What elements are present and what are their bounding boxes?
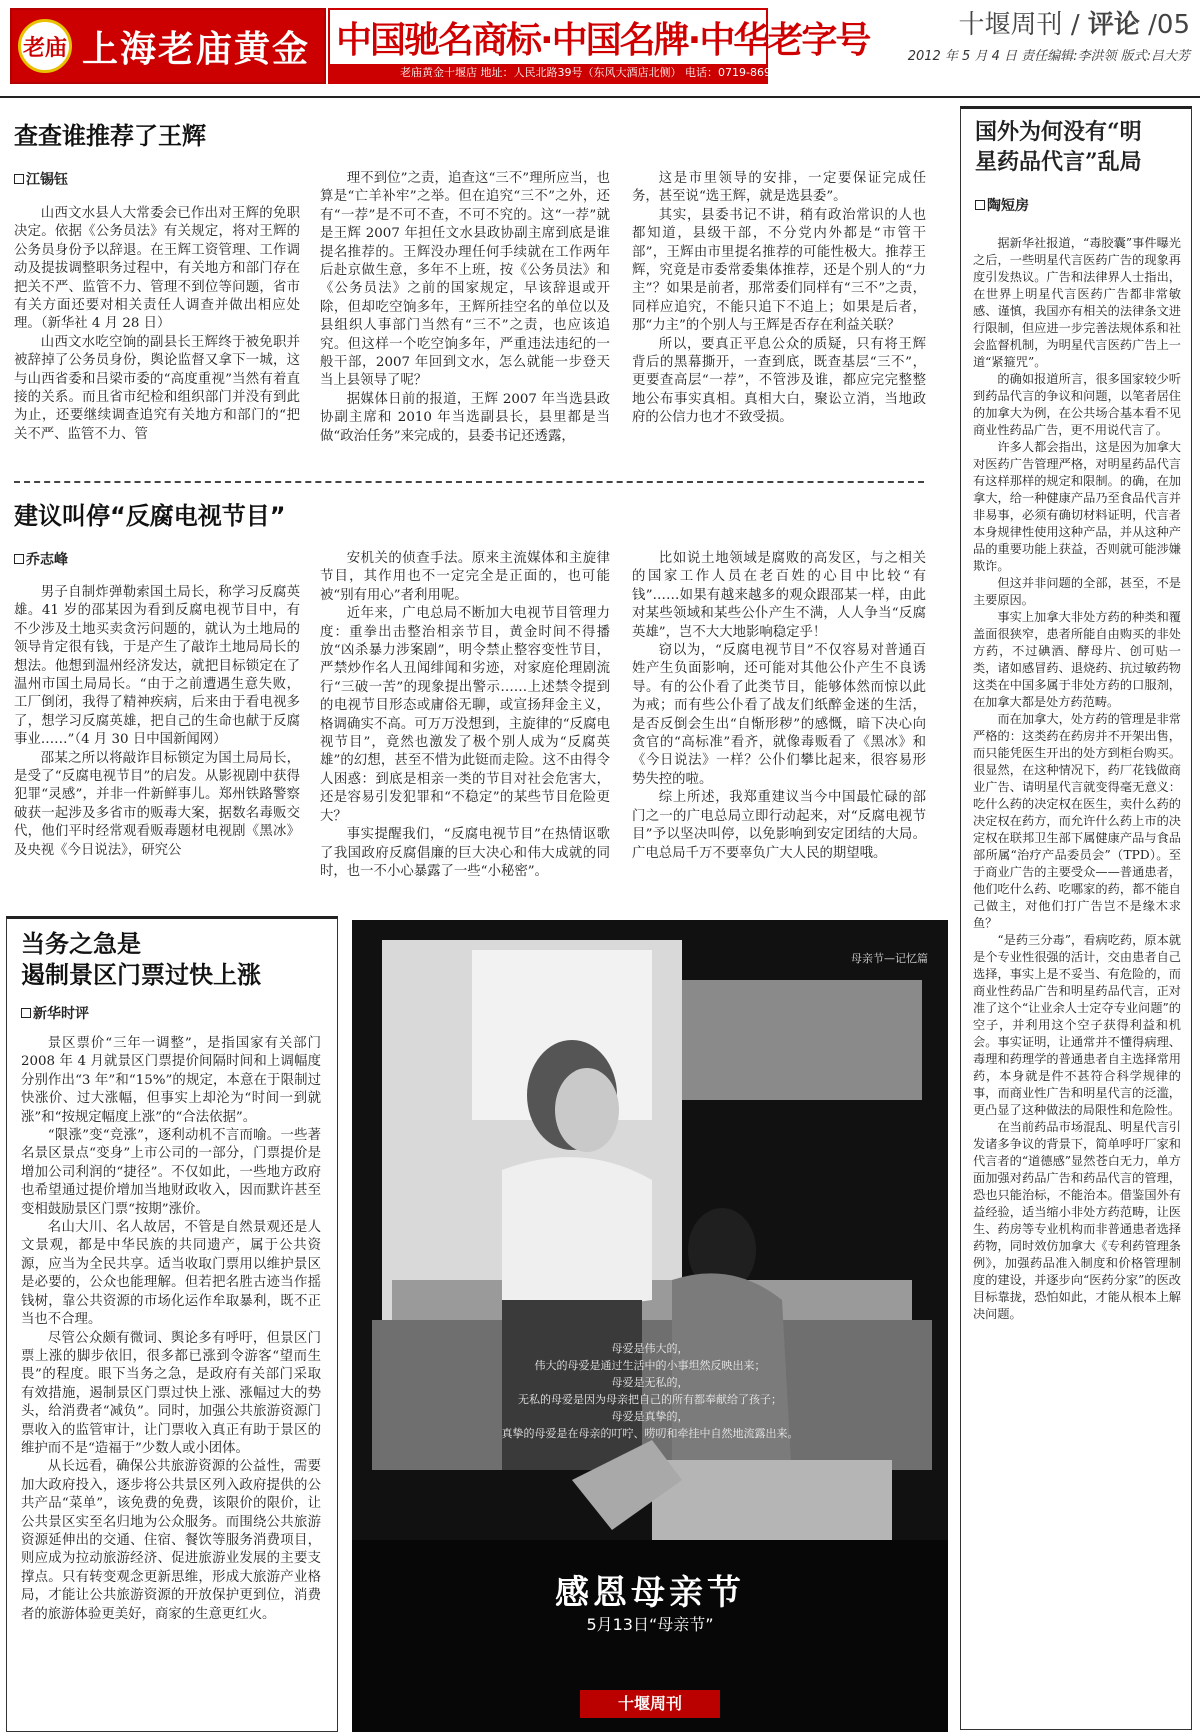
dateline: 2012 年 5 月 4 日 责任编辑:李洪领 版式:吕大芳 <box>907 49 1190 64</box>
page-number: 05 <box>1156 10 1190 40</box>
poem-line: 母爱是无私的， <box>611 1376 689 1389</box>
poem-line: 伟大的母爱是通过生活中的小事坦然反映出来； <box>534 1359 766 1372</box>
article-column <box>973 235 1181 1727</box>
article-title <box>21 929 323 991</box>
paragraph: 其实，县委书记不讲，稍有政治常识的人也都知道，县级干部，不分党内外都是“市管干部”，王辉由市里提名推荐的可能性极大。推荐王辉，究竟是市委常委集体推荐，还是个别人的“力主”？如果是前者，那常委们同样有“三不”之责，同样应追究，不能只追下不追上；如果是后者，那“力主”的个别人与王辉是否存在利益关联？ <box>632 207 926 334</box>
paragraph: 景区票价“三年一调整”，是指国家有关部门 2008 年 4 月就景区门票提价间隔时间和上调幅度分别作出“3 年”和“15%”的规定，本意在于限制过快涨价、过大涨幅，但事实上却沦为“时间一到就涨”和“按规定幅度上涨”的“合法依据”。 <box>21 1036 321 1125</box>
article-column <box>14 205 300 451</box>
paper-title: 十堰周刊 / 评论 /05 <box>958 10 1190 40</box>
author-name: 江锡钰 <box>26 172 68 188</box>
paragraph: 邵某之所以将敲诈目标锁定为国土局局长，是受了“反腐电视节目”的启发。从影视剧中获得犯罪“灵感”，并非一件新鲜事儿。郑州铁路警察破获一起涉及多省市的贩毒大案，据数名毒贩交代，他们平时经常观看贩毒题材电视剧《黑冰》及央视《今日说法》，研究公 <box>14 750 300 858</box>
article-column <box>632 170 926 452</box>
paragraph: 许多人都会指出，这是因为加拿大对医药广告管理严格，对明星药品代言有这样那样的规定和限制。的确，在加拿大，给一种健康产品乃至食品代言并非易事，必须有确切材料证明，代言者本身规律性使用这种产品，并从这种产品的重要功能上获益，否则就可能涉嫌欺诈。 <box>973 440 1181 573</box>
brand-seal-logo: 老庙 <box>18 19 72 73</box>
byline-box-icon <box>21 1008 31 1018</box>
paragraph: 而在加拿大，处方药的管理是非常严格的：这类药在药房并不开架出售，而只能凭医生开出的处方到柜台购买。很显然，在这种情况下，药厂花钱做商业广告、请明星代言就变得毫无意义：吃什么药的决定权在医生，卖什么药的决定权在药方，而允许什么药上市的决定权在联邦卫生部下属健康产品与食品部所属“治疗产品委员会”（TPD）。至于商业广告的主要受众——普通患者，他们吃什么药、吃哪家的药，都不能自己做主，对他们打广告岂不是缘木求鱼？ <box>973 712 1181 930</box>
article-title: 建议叫停“反腐电视节目” <box>14 502 286 530</box>
header-rule <box>0 96 1200 98</box>
title-line: 遏制景区门票过快上涨 <box>21 961 261 989</box>
ad-title: 感恩母亲节 <box>555 1573 745 1613</box>
paragraph: 所以，要真正平息公众的质疑，只有将王辉背后的黑幕撕开，一查到底，既查基层“三不”，更要查高层“一荐”，不管涉及谁，都应完完整整地公布事实真相。真相大白，聚讼立消，当地政府的公信力也才不致受损。 <box>632 336 926 426</box>
byline-box-icon <box>14 554 24 564</box>
ad-date: 5月13日“母亲节” <box>586 1615 714 1634</box>
sidebar-article-drug-ads <box>960 106 1192 1730</box>
poem-line: 无私的母爱是因为母亲把自己的所有都奉献给了孩子； <box>518 1393 782 1406</box>
title-line: 国外为何没有“明 <box>975 119 1142 145</box>
author-name: 陶短房 <box>987 198 1029 214</box>
paragraph: 山西文水吃空饷的副县长王辉终于被免职并被辞掉了公务员身份，舆论监督又拿下一城，这与山西省委和吕梁市委的“高度重视”当然有着直接的关系。而且省市纪检和组织部门并没有到此为止，还要继续调查追究有关地方和部门的“把关不严、监管不力、管 <box>14 334 300 442</box>
paragraph: 尽管公众颇有微词、舆论多有呼吁，但景区门票上涨的脚步依旧，很多都已涨到令游客“望而生畏”的程度。眼下当务之急，是政府有关部门采取有效措施，遏制景区门票过快上涨、涨幅过大的势头，给消费者“减负”。同时，加强公共旅游资源门票收入的监管审计，让门票收入真正有助于景区的维护而不是“造福于”少数人或小团体。 <box>21 1330 321 1456</box>
paragraph: 山西文水县人大常委会已作出对王辉的免职决定。依据《公务员法》有关规定，将对王辉的公务员身份予以辞退。在王辉工资管理、工作调动及提拔调整职务过程中，有关地方和部门存在把关不严、监管不力、管理不到位等问题，省市有关方面还要对相关责任人调查并做出相应处理。（新华社 4 月 28 日） <box>14 206 300 332</box>
paragraph: 在当前药品市场混乱、明星代言引发诸多争议的背景下，简单呼吁厂家和代言者的“道德感”显然苍白无力，单方面加强对药品广告和药品代言的管理，恐也只能治标，不能治本。借鉴国外有益经验，适当缩小非处方药范畴，让医生、药房等专业机构而非普通患者选择药物，同时效仿加拿大《专利药管理条例》，加强药品准入制度和价格管理制度的建设，并逐步向“医药分家”的医改目标靠拢，恐怕如此，才能从根本上解决问题。 <box>973 1120 1181 1321</box>
paragraph: 的确如报道所言，很多国家较少听到药品代言的争议和问题，以笔者居住的加拿大为例，在公共场合基本看不见商业性药品广告，更不用说代言了。 <box>973 372 1181 437</box>
ad-paper-logo: 十堰周刊 <box>580 1690 720 1718</box>
paragraph: 据新华社报道，“毒胶囊”事件曝光之后，一些明星代言医药广告的现象再度引发热议。广告和法律界人士指出，在世界上明星代言医药广告都非常敏感、谨慎，我国亦有相关的法律条文进行限制，但应进一步完善法规体系和社会监督机制，为明星代言医药广告上一道“紧箍咒”。 <box>973 236 1181 369</box>
mothers-day-ad <box>352 920 948 1732</box>
paragraph: 窃以为，“反腐电视节目”不仅容易对普通百姓产生负面影响，还可能对其他公仆产生不良诱导。有的公仆看了此类节目，能够体然而惊以此为戒；而有些公仆看了战友们纸醉金迷的生活，是否反倒会生出“自惭形秽”的感慨，暗下决心向贪官的“高标准”看齐，就像毒贩看了《黑冰》和《今日说法》一样？公仆们攀比起来，很容易形势失控的啦。 <box>632 643 926 787</box>
article-column <box>14 584 300 894</box>
masthead <box>908 4 1190 64</box>
slogan-box <box>328 8 870 84</box>
poem-line: 真挚的母爱是在母亲的叮咛、唠叨和牵挂中自然地流露出来。 <box>501 1427 799 1440</box>
paragraph: 这是市里领导的安排，一定要保证完成任务，甚至说“选王辉，就是选县委”。 <box>632 171 926 205</box>
paragraph: 从长远看，确保公共旅游资源的公益性，需要加大政府投入，逐步将公共景区列入政府提供的公共产品“菜单”，该免费的免费，该限价的限价，让公共景区实至名归地为公众服务。而围绕公共旅游资源延伸出的交通、住宿、餐饮等服务消费项目，则应成为拉动旅游经济、促进旅游业发展的主要支撑点。只有转变观念更新思维，形成大旅游产业格局，才能让公共旅游资源的开放保护更到位，消费者的旅游体验更美好，商家的生意更红火。 <box>21 1459 321 1622</box>
paragraph: “限涨”变“竞涨”，逐利动机不言而喻。一些著名景区景点“变身”上市公司的一部分，门票提价是增加公司利润的“捷径”。不仅如此，一些地方政府也希望通过提价增加当地财政收入，因而默许甚至变相鼓励景区门票“按期”涨价。 <box>21 1128 321 1217</box>
paragraph: 近年来，广电总局不断加大电视节目管理力度：重拳出击整治相亲节目，黄金时间不得播放“凶杀暴力涉案剧”，明令禁止整容变性节目，严禁炒作名人丑闻绯闻和劣迹，对家庭伦理剧流行“三破一苦”的现象提出警示……上述禁令提到的电视节目形态或庸俗无聊，或宣扬拜金主义，格调确实不高。可万万没想到，主旋律的“反腐电视节目”，竟然也激发了极个别人成为“反腐英雄”的幻想，甚至不惜为此铤而走险。这不由得令人困惑：到底是相亲一类的节目对社会危害大，还是容易引发犯罪和“不稳定”的某些节目危险更大？ <box>320 606 610 824</box>
paragraph: 男子自制炸弹勒索国土局长，称学习反腐英雄。41 岁的邵某因为看到反腐电视节目中，有不少涉及土地买卖贪污问题的，就认为土地局的领导肯定很有钱，于是产生了敲诈土地局局长的想法。他想到温州经济发达，就把目标锁定在了温州市国土局局长。“由于之前遭遇生意失败，工厂倒闭，我得了精神疾病，后来由于看电视多了，想学习反腐英雄，把自己的生命也献于反腐事业……”（4 月 30 日中国新闻网） <box>14 585 300 748</box>
article-box-scenic-tickets <box>6 916 338 1732</box>
ad-tag: 母亲节—记忆篇 <box>851 952 928 965</box>
article-column <box>320 170 610 452</box>
ad-poem <box>352 1340 948 1442</box>
paragraph: 安机关的侦查手法。原来主流媒体和主旋律节目，其作用也不一定完全是正面的，也可能被“别有用心”者利用呢。 <box>320 551 610 603</box>
paragraph: “是药三分毒”，看病吃药，原本就是个专业性很强的活计，交由患者自己选择，事实上是不妥当、有危险的，而商业性药品广告和明星药品代言，正对准了这个“让业余人士定夺专业问题”的空子，并利用这个空子获得利益和机会。事实证明，让通常并不懂得病理、毒理和药理学的普通患者自主选择常用药，本身就是件不甚符合科学规律的事，而商业性广告和明星代言的泛滥，更凸显了这种做法的局限性和危险性。 <box>973 933 1181 1117</box>
author-name: 乔志峰 <box>26 552 68 568</box>
paragraph: 据媒体日前的报道，王辉 2007 年当选县政协副主席和 2010 年当选副县长，县里都是当做“政治任务”来完成的，县委书记还透露， <box>320 391 610 444</box>
article-title <box>961 109 1191 177</box>
article-byline <box>961 195 1191 215</box>
paragraph: 比如说土地领域是腐败的高发区，与之相关的国家工作人员在老百姓的心目中比较“有钱”……如果有越来越多的观众跟邵某一样，由此对某些领域和某些公仆产生不满，人人争当“反腐英雄”，岂不大大地影响稳定乎！ <box>632 551 926 640</box>
paragraph: 名山大川、名人故居，不管是自然景观还是人文景观，都是中华民族的共同遗产，属于公共资源，应当为全民共享。适当收取门票用以维护景区是必要的，公众也能理解。但若把名胜古迹当作摇钱树，靠公共资源的市场化运作牟取暴利，既不正当也不合理。 <box>21 1220 321 1328</box>
byline-box-icon <box>975 200 985 210</box>
article-header <box>7 919 337 1023</box>
page-header <box>0 0 1200 92</box>
paragraph: 理不到位”之责，追查这“三不”理所应当，也算是“亡羊补牢”之举。但在追究“三不”之外，还有“一荐”是不可不查，不可不究的。这“一荐”就是王辉 2007 年担任文水县政协副主席到底是谁提名推荐的。王辉没办理任何手续就在工作两年后赴京做生意，多年不上班，按《公务员法》和《公务员法》之前的国家规定，早该辞退或开除，但却吃空饷多年，王辉所挂空名的单位以及县组织人事部门当然有“三不”之责，也应该追究。但这样一个吃空饷多年，严重违法违纪的一般干部，2007 年回到文水，怎么就能一步登天当上县领导了呢？ <box>320 171 610 389</box>
slogan-text: 中国驰名商标·中国名牌·中华老字号 <box>336 20 870 61</box>
paper-name: 十堰周刊 <box>958 10 1063 40</box>
byline-box-icon <box>14 174 24 184</box>
poem-line: 母爱是真挚的， <box>611 1410 689 1423</box>
paragraph: 事实提醒我们，“反腐电视节目”在热情讴歌了我国政府反腐倡廉的巨大决心和伟大成就的同时，也一不小心暴露了一些“小秘密”。 <box>320 827 610 879</box>
poem-line: 母爱是伟大的， <box>611 1342 689 1355</box>
article-column <box>632 550 926 894</box>
section-divider <box>14 481 924 483</box>
title-line: 当务之急是 <box>21 930 141 958</box>
paragraph: 但这并非问题的全部，甚至，不是主要原因。 <box>973 576 1181 607</box>
article-title: 查查谁推荐了王辉 <box>14 122 206 150</box>
section-name: 评论 <box>1087 10 1140 40</box>
brand-name: 上海老庙黄金 <box>82 27 311 70</box>
article-column <box>320 550 610 894</box>
article-column <box>21 1035 321 1730</box>
paragraph: 事实上加拿大非处方药的种类和覆盖面很狭窄，患者所能自由购买的非处方药，不过碘酒、酵母片、创可贴一类，诸如感冒药、退烧药、抗过敏药物这类在中国多属于非处方药的口服剂，在加拿大都是处方药范畴。 <box>973 610 1181 709</box>
brand-banner <box>10 8 326 84</box>
shop-address-strip: 老庙黄金十堰店 地址：人民北路39号（东风大酒店北侧） 电话：0719-8698067 <box>330 64 766 82</box>
author-name: 新华时评 <box>33 1006 89 1022</box>
paragraph: 综上所述，我郑重建议当今中国最忙碌的部门之一的广电总局立即行动起来，对“反腐电视节目”予以坚决叫停，以免影响到安定团结的大局。广电总局千万不要辜负广大人民的期望哦。 <box>632 790 926 861</box>
title-line: 星药品代言”乱局 <box>975 149 1142 175</box>
article-byline <box>21 1003 323 1023</box>
